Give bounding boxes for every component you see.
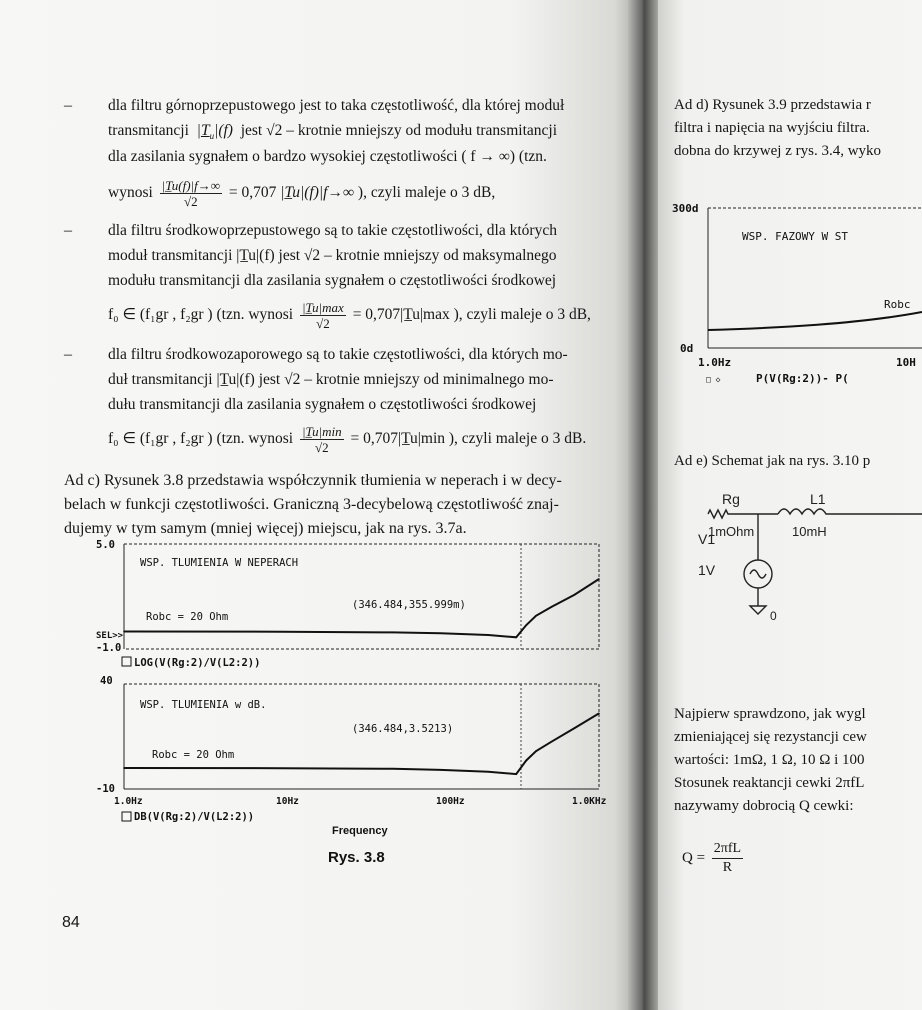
bullet1-line4-c: ), czyli maleje o 3 dB, bbox=[357, 184, 496, 201]
data-point-1-2 bbox=[392, 632, 394, 634]
circuit-schematic bbox=[658, 480, 922, 640]
bullet-dash: – bbox=[64, 346, 72, 363]
q-fraction: $\frac{\text{2πfL}}{R}$ bbox=[713, 841, 742, 876]
bullet1-line2-b: jest √2 – krotnie mniejszy od modułu transmitancji bbox=[240, 122, 558, 139]
data-point-1-1 bbox=[282, 631, 284, 633]
right-p3: wartości: 1mΩ, 1 Ω, 10 Ω i 100 bbox=[674, 752, 865, 768]
xtick-1khz: 1.0KHz bbox=[572, 796, 607, 807]
data-point-2-8 bbox=[551, 741, 553, 743]
schematic-l1-value: 10mH bbox=[792, 524, 827, 539]
fraction-2: $\frac{|T̲u|\max}{√2}$ bbox=[301, 299, 344, 331]
ground-symbol bbox=[750, 606, 766, 614]
phase-chart-title: WSP. FAZOWY W ST bbox=[742, 230, 848, 243]
q-formula-lhs: Q = bbox=[682, 850, 706, 866]
plot1-trace-label: LOG(V(Rg:2)/V(L2:2)) bbox=[134, 657, 261, 669]
right-line1: Ad d) Rysunek 3.9 przedstawia r bbox=[674, 97, 871, 113]
plot1-cursor-label: (346.484,355.999m) bbox=[352, 599, 466, 611]
data-point-2-3 bbox=[440, 769, 442, 771]
right-line2: filtra i napięcia na wyjściu filtra. bbox=[674, 120, 870, 136]
right-line3: dobna do krzywej z rys. 3.4, wyko bbox=[674, 143, 882, 159]
schematic-rg-label: Rg bbox=[722, 491, 740, 507]
data-point-2-4 bbox=[488, 771, 490, 773]
data-point-1-3 bbox=[440, 633, 442, 635]
bullet2-line4-b: = 0,707|T̲u|max ), czyli maleje o 3 dB, bbox=[352, 306, 591, 323]
figure-caption: Rys. 3.8 bbox=[328, 849, 385, 866]
bullet3-line4-b: = 0,707|T̲u|min ), czyli maleje o 3 dB. bbox=[350, 430, 587, 447]
fraction-1: $\frac{|T̲u(f)|f\to\infty}{√2}$ bbox=[161, 177, 220, 209]
bullet2-line1: dla filtru środkowoprzepustowego są to takie częstotliwości, dla których bbox=[108, 222, 557, 239]
attenuation-chart bbox=[96, 536, 616, 871]
schematic-rg-value: 1mOhm bbox=[708, 524, 755, 539]
inductor-symbol bbox=[778, 509, 922, 514]
data-point-2-10 bbox=[598, 713, 600, 715]
bullet3-line3: dułu transmitancji dla zasilania sygnałem o częstotliwości środkowej bbox=[108, 396, 537, 413]
schematic-gnd-label: 0 bbox=[770, 609, 777, 623]
bullet-dash: – bbox=[64, 222, 72, 239]
data-point-2-6 bbox=[525, 760, 527, 762]
fraction-3: $\frac{|T̲u|\min}{√2}$ bbox=[301, 423, 342, 455]
book-gutter bbox=[628, 0, 658, 1010]
plot1-annotation: Robc = 20 Ohm bbox=[146, 611, 229, 623]
data-point-2-0 bbox=[123, 767, 125, 769]
xtick-10hz: 10Hz bbox=[276, 796, 299, 807]
data-point-1-8 bbox=[551, 606, 553, 608]
data-point-1-9 bbox=[574, 594, 576, 596]
svg-text:□ ◇: □ ◇ bbox=[706, 375, 721, 384]
bullet3-line1: dla filtru środkowozaporowego są to takie częstotliwości, dla których mo- bbox=[108, 346, 568, 363]
sel-label: SEL>> bbox=[96, 631, 124, 641]
bullet1-line2: transmitancji $|T_u|(f)$ jest √2 – krotnie mniejszy od modułu transmitancji bbox=[108, 122, 558, 142]
phase-xtick-2: 10H bbox=[896, 356, 916, 369]
plot2-title: WSP. TLUMIENIA w dB. bbox=[140, 699, 267, 711]
bullet2-line4-a: f₀ ∈ (f₁gr , f₂gr ) (tzn. wynosi bbox=[108, 306, 294, 323]
plot1-title: WSP. TLUMIENIA W NEPERACH bbox=[140, 557, 299, 569]
page-number: 84 bbox=[62, 914, 80, 931]
xtick-1hz: 1.0Hz bbox=[114, 796, 143, 807]
bullet2-line3: modułu transmitancji dla zasilania sygnałem o częstotliwości środkowej bbox=[108, 272, 557, 289]
phase-annotation: Robc bbox=[884, 298, 911, 311]
bullet1-line2-a: transmitancji bbox=[108, 122, 189, 139]
q-formula bbox=[682, 838, 746, 878]
phase-trace-label: P(V(Rg:2))- P( bbox=[756, 372, 849, 385]
phase-chart bbox=[658, 190, 922, 390]
bullet3-line2: duł transmitancji |T̲u|(f) jest √2 – krotnie mniejszy od minimalnego mo- bbox=[108, 371, 554, 388]
data-point-1-10 bbox=[598, 578, 600, 580]
right-p1: Najpierw sprawdzono, jak wygl bbox=[674, 706, 866, 722]
right-ade: Ad e) Schemat jak na rys. 3.10 p bbox=[674, 453, 871, 469]
bullet1-line4-b: = 0,707 bbox=[228, 184, 277, 201]
data-point-2-2 bbox=[392, 768, 394, 770]
bullet1-tail: |T̲u|(f)|f→∞ bbox=[280, 184, 355, 201]
phase-ytick-bottom: 0d bbox=[680, 342, 694, 355]
plot1-ytick-bottom: -1.0 bbox=[96, 642, 122, 654]
bullet3-line4-a: f₀ ∈ (f₁gr , f₂gr ) (tzn. wynosi bbox=[108, 430, 294, 447]
plot2-ytick-top: 40 bbox=[100, 675, 113, 687]
bullet1-line4-a: wynosi bbox=[108, 184, 153, 201]
right-p5: nazywamy dobrocią Q cewki: bbox=[674, 798, 854, 814]
para-adc-line3: dujemy w tym samym (mniej więcej) miejscu, jak na rys. 3.7a. bbox=[64, 520, 467, 537]
data-point-1-7 bbox=[535, 615, 537, 617]
schematic-v1-label: V1 bbox=[698, 531, 716, 547]
data-point-1-6 bbox=[525, 625, 527, 627]
bullet1-line3: dla zasilania sygnałem o bardzo wysokiej częstotliwości ( f → ∞) (tzn. bbox=[108, 148, 547, 165]
phase-ytick-top: 300d bbox=[672, 202, 699, 215]
bullet3-line4 bbox=[108, 422, 586, 456]
data-point-1-4 bbox=[488, 634, 490, 636]
data-point-1-5 bbox=[515, 637, 517, 639]
bullet1-line1: dla filtru górnoprzepustowego jest to taka częstotliwość, dla której moduł bbox=[108, 97, 565, 114]
schematic-1v-label: 1V bbox=[698, 562, 716, 578]
right-p2: zmieniającej się rezystancji cew bbox=[674, 729, 867, 745]
schematic-l1-label: L1 bbox=[810, 491, 826, 507]
right-p4: Stosunek reaktancji cewki 2πfL bbox=[674, 775, 865, 791]
plot2-cursor-label: (346.484,3.5213) bbox=[352, 723, 454, 735]
bullet1-line4 bbox=[108, 176, 495, 210]
x-axis-label: Frequency bbox=[332, 825, 388, 837]
bullet2-line2: moduł transmitancji |T̲u|(f) jest √2 – krotnie mniejszy od maksymalnego bbox=[108, 247, 557, 264]
plot2-ytick-bottom: -10 bbox=[96, 783, 115, 795]
phase-xtick-1: 1.0Hz bbox=[698, 356, 732, 369]
plot2-trace-label: DB(V(Rg:2)/V(L2:2)) bbox=[134, 811, 255, 823]
data-point-2-5 bbox=[515, 773, 517, 775]
resistor-symbol bbox=[708, 510, 758, 518]
bullet-dash: – bbox=[64, 97, 72, 114]
para-adc-line2: belach w funkcji częstotliwości. Graniczną 3-decybelową częstotliwość znaj- bbox=[64, 496, 559, 513]
para-adc-line1: Ad c) Rysunek 3.8 przedstawia współczynnik tłumienia w neperach i w decy- bbox=[64, 472, 562, 489]
data-point-2-9 bbox=[574, 727, 576, 729]
data-point-1-0 bbox=[123, 631, 125, 633]
data-point-2-7 bbox=[535, 750, 537, 752]
plot1-ytick-top: 5.0 bbox=[96, 539, 115, 551]
xtick-100hz: 100Hz bbox=[436, 796, 465, 807]
plot2-annotation: Robc = 20 Ohm bbox=[152, 749, 235, 761]
data-point-2-1 bbox=[282, 767, 284, 769]
bullet2-line4 bbox=[108, 298, 591, 332]
right-page bbox=[658, 0, 922, 1010]
